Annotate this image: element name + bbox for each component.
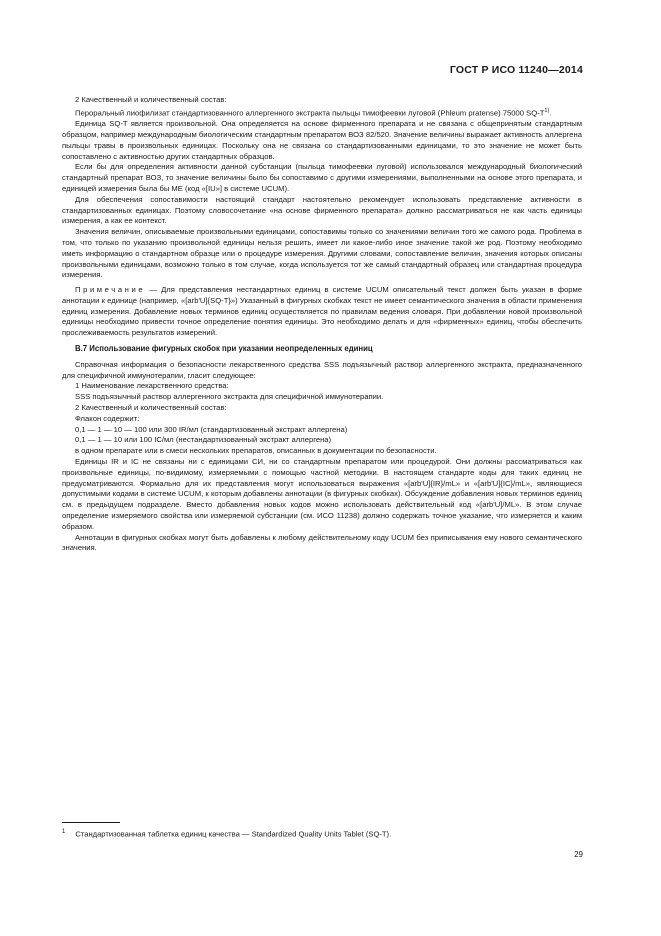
- paragraph: Справочная информация о безопасности лекарственного средства SSS подъязычный раствор аллергенного экстракта, предназначенного для специфичной иммунотерапии, гласит следующее:: [62, 359, 582, 380]
- note-label: Примечание: [75, 285, 146, 295]
- footnote-reference: 1): [544, 107, 550, 114]
- footnote-mark: 1: [62, 829, 66, 835]
- paragraph: Если бы для определения активности данной субстанции (пыльца тимофеевки луговой) использовался международный биологический стандартный препарат ВОЗ, то значение величины было бы сопоставимо с другими измерениями, выполненными на основе этого препарата, и единицей измерения была бы ME (код «[IU»] в системе UCUM).: [62, 162, 582, 193]
- paragraph: 1 Наименование лекарственного средства:: [75, 381, 229, 391]
- footnote: [62, 829, 391, 839]
- paragraph: 2 Качественный и количественный состав:: [75, 95, 227, 104]
- page-number: 29: [574, 850, 583, 859]
- paragraph: 0,1 — 1 — 10 или 100 IC/мл (нестандартизованный экстракт аллергена): [75, 435, 332, 445]
- page-body: [62, 95, 582, 554]
- paragraph: Единицы IR и IC не связаны ни с единицами СИ, ни со стандартным препаратом или процедурой. Они должны рассматриваться как произвольные единицы, по-видимому, измеряемыми с помощью частной методики. В настоящем стандарте коды для таких единиц не предусматриваются. Формально для их представления могут использоваться выражения «[arb'U]{IR}/mL» и «[arb'U]{IC}/mL», являющиеся допустимыми кодами в системе UCUM, к которым добавлены аннотации (в фигурных скобках). Обсуждение добавления новых терминов единиц см. в предыдущем подразделе. Вместо добавления новых кодов можно использовать действительный код «[arb'U]/ML». В этом случае определение измеряемого свойства или измеряемой субстанции (см. ИСО 11238) должно содержать точное указание, что измеряется и каким образом.: [62, 457, 582, 531]
- paragraph: SSS подъязычный раствор аллергенного экстракта для специфичной иммунотерапии.: [75, 392, 384, 402]
- note-text: — Для представления нестандартных единиц в системе UCUM описательный текст должен быть указан в форме аннотации к единице (например, «[arb'U]{SQ-T}») Указанный в фигурных скобках текст не имеет семантического значения в области применения единиц измерения. Добавление новых терминов единиц осуществляется по правилам ведения словаря. При добавлении новой произвольной единицы необходимо привести точное определение понятия единицы. Это необходимо делать и для «фирменных» единиц, чтобы обеспечить прослеживаемость результатов измерений.: [62, 285, 582, 338]
- paragraph: Аннотации в фигурных скобках могут быть добавлены к любому действительному коду UCUM без приписывания ему нового семантического значения.: [62, 532, 582, 553]
- paragraph-text: Пероральный лиофилизат стандартизованного аллергенного экстракта пыльцы тимофеевки луговой (Phleum pratense) 75000 SQ-T: [75, 108, 545, 118]
- paragraph: Единица SQ-T является произвольной. Она определяется на основе фирменного препарата и не связана с общепринятым стандартным образцом, например международным биологическим стандартным препаратом ВОЗ 82/520. Значение величины выражает активность аллергена пыльцы травы в произвольных единицах. Поскольку она не связана со стандартизованными единицами, то это значение не может быть сопоставлено с активностью других стандартных образцов.: [62, 119, 582, 161]
- footnote-text: Стандартизованная таблетка единиц качества — Standardized Quality Units Tablet (SQ-T).: [75, 829, 392, 839]
- section-title: В.7 Использование фигурных скобок при указании неопределенных единиц: [75, 344, 373, 354]
- note-paragraph: [62, 285, 582, 339]
- paragraph: Флакон содержит:: [75, 413, 140, 423]
- paragraph: Значения величин, описываемые произвольными единицами, сопоставимы только со значениями величин того же самого рода. Проблема в том, что только по указанию произвольной единицы нельзя решить, имеет ли какое-либо иное значение такой же род. Поэтому необходимо иметь информацию о стандартном образце или о процедуре измерения. Другими словами, сопоставление величин, значения которых описаны произвольными единицами, возможно только в том случае, когда используется тот же самый стандартный образец или стандартная процедура измерения.: [62, 227, 582, 280]
- paragraph: 0,1 — 1 — 10 — 100 или 300 IR/мл (стандартизованный экстракт аллергена): [75, 424, 348, 434]
- paragraph: Для обеспечения сопоставимости настоящий стандарт настоятельно рекомендует использовать представление активности в стандартизованных единицах. Поэтому словосочетание «на основе фирменного препарата» должно рассматриваться не как часть единицы измерения, а как ее контекст.: [62, 194, 582, 226]
- paragraph: Пероральный лиофилизат стандартизованного аллергенного экстракта пыльцы тимофеевки луговой (Phleum pratense) 75000 SQ-T$^{1)}$.: [75, 107, 552, 118]
- paragraph: 2 Качественный и количественный состав:: [75, 403, 227, 413]
- paragraph: в одном препарате или в смеси нескольких препаратов, описанных в документации по безопасности.: [75, 446, 437, 456]
- standard-header: ГОСТ Р ИСО 11240—2014: [449, 64, 583, 76]
- footnote-divider: [62, 822, 120, 823]
